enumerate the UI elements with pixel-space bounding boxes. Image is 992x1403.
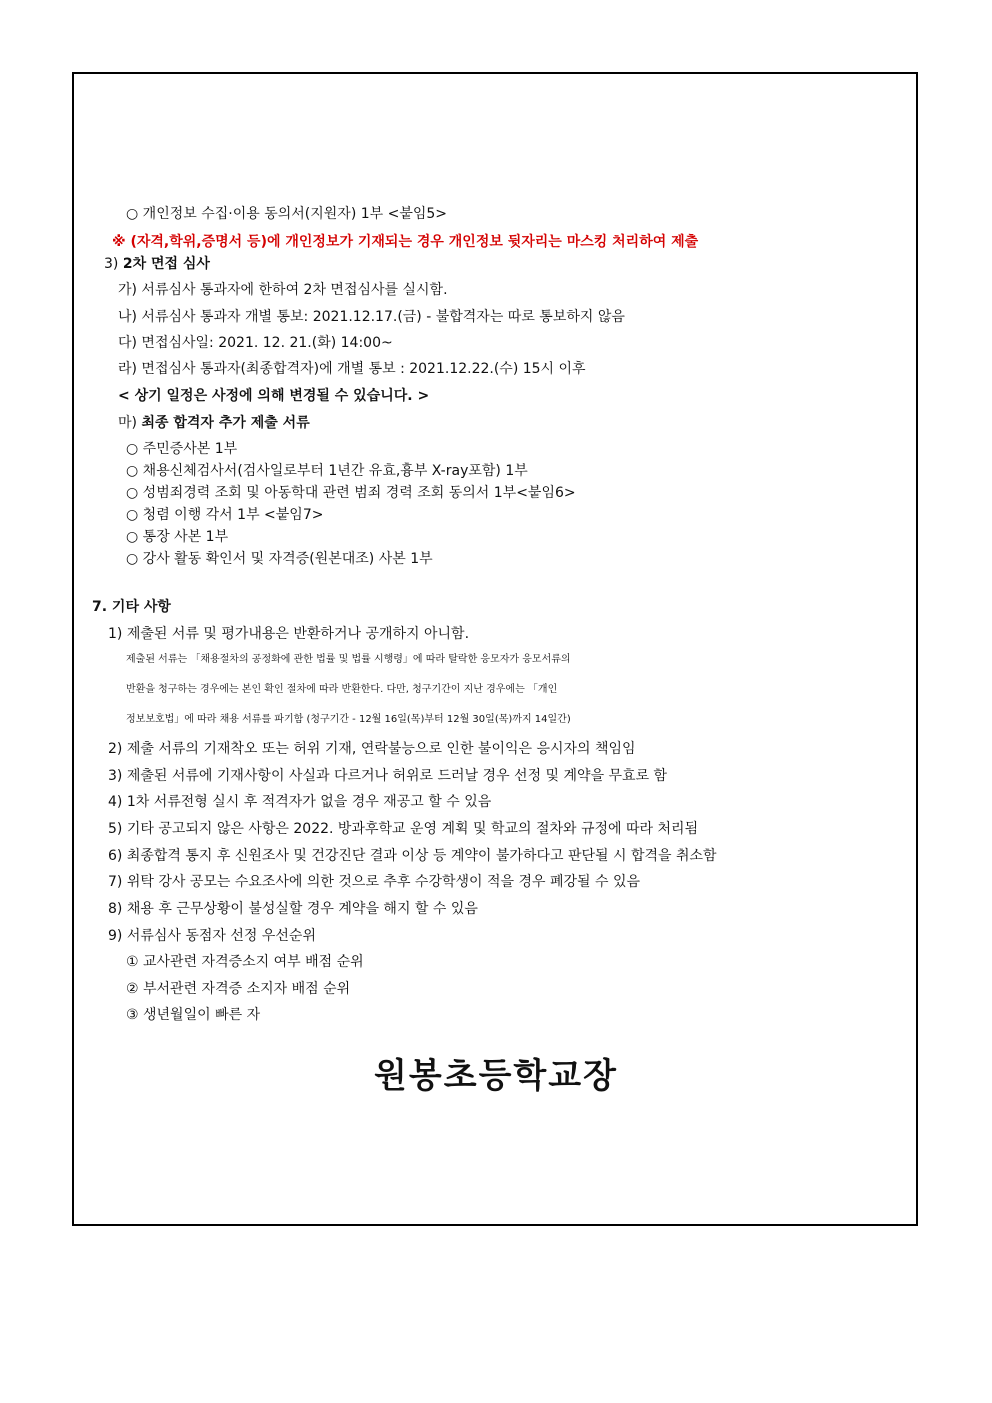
school-principal-signature: 원봉초등학교장 xyxy=(374,1056,618,1096)
section-3-number: 3) xyxy=(104,256,119,272)
final-doc-item: ○ 주민증사본 1부 xyxy=(126,441,238,457)
section-7-item: 4) 1차 서류전형 실시 후 적격자가 없을 경우 재공고 할 수 있음 xyxy=(108,794,492,810)
schedule-change-note: < 상기 일정은 사정에 의해 변경될 수 있습니다. > xyxy=(118,388,430,404)
final-doc-item: ○ 강사 활동 확인서 및 자격증(원본대조) 사본 1부 xyxy=(126,551,433,567)
section-3-item-ma-prefix: 마) xyxy=(118,415,137,431)
section-7-item: 6) 최종합격 통지 후 신원조사 및 건강진단 결과 이상 등 계약이 불가하다고 판단될 시 합격을 취소함 xyxy=(108,848,717,864)
section-7-item-1-detail: 제출된 서류는 「채용절차의 공정화에 관한 법률 및 법률 시행령」에 따라 탈락한 응모자가 응모서류의 xyxy=(126,654,571,665)
section-3-item-ma xyxy=(118,413,310,433)
section-3-heading xyxy=(104,254,210,274)
final-doc-item: ○ 통장 사본 1부 xyxy=(126,529,229,545)
section-7-item: 7) 위탁 강사 공모는 수요조사에 의한 것으로 추후 수강학생이 적을 경우 폐강될 수 있음 xyxy=(108,874,641,890)
section-3-item-ga: 가) 서류심사 통과자에 한하여 2차 면접심사를 실시함. xyxy=(118,282,448,298)
section-3-item-da: 다) 면접심사일: 2021. 12. 21.(화) 14:00~ xyxy=(118,335,393,351)
section-7-item-1-detail: 반환을 청구하는 경우에는 본인 확인 절차에 따라 반환한다. 다만, 청구기간이 지난 경우에는 「개인 xyxy=(126,684,558,695)
final-doc-item: ○ 채용신체검사서(검사일로부터 1년간 유효,흉부 X-ray포함) 1부 xyxy=(126,463,528,479)
section-3-item-na: 나) 서류심사 통과자 개별 통보: 2021.12.17.(금) - 불합격자는 따로 통보하지 않음 xyxy=(118,309,625,325)
section-3-item-ra: 라) 면접심사 통과자(최종합격자)에 개별 통보 : 2021.12.22.(수) 15시 이후 xyxy=(118,361,586,377)
section-7-item: 3) 제출된 서류에 기재사항이 사실과 다르거나 허위로 드러날 경우 선정 및 계약을 무효로 함 xyxy=(108,768,668,784)
priority-item: ② 부서관련 자격증 소지자 배점 순위 xyxy=(126,981,351,997)
section-7-item: 5) 기타 공고되지 않은 사항은 2022. 방과후학교 운영 계획 및 학교의 절차와 규정에 따라 처리됨 xyxy=(108,821,699,837)
section-7-item-1-detail: 정보보호법」에 따라 채용 서류를 파기함 (청구기간 - 12월 16일(목)부터 12월 30일(목)까지 14일간) xyxy=(126,714,571,725)
masking-warning: ※ (자격,학위,증명서 등)에 개인정보가 기재되는 경우 개인정보 뒷자리는 마스킹 처리하여 제출 xyxy=(112,234,699,250)
section-7-title: 7. 기타 사항 xyxy=(92,599,171,615)
section-7-item-1: 1) 제출된 서류 및 평가내용은 반환하거나 공개하지 아니함. xyxy=(108,626,470,642)
section-7-item: 2) 제출 서류의 기재착오 또는 허위 기재, 연락불능으로 인한 불이익은 응시자의 책임임 xyxy=(108,741,636,757)
final-doc-item: ○ 청렴 이행 각서 1부 <붙임7> xyxy=(126,507,324,523)
section-3-title: 2차 면접 심사 xyxy=(122,256,210,272)
consent-form-item: ○ 개인정보 수집·이용 동의서(지원자) 1부 <붙임5> xyxy=(126,206,448,222)
section-7-item: 9) 서류심사 동점자 선정 우선순위 xyxy=(108,928,316,944)
section-7-item: 8) 채용 후 근무상황이 불성실할 경우 계약을 해지 할 수 있음 xyxy=(108,901,478,917)
priority-item: ① 교사관련 자격증소지 여부 배점 순위 xyxy=(126,954,364,970)
priority-item: ③ 생년월일이 빠른 자 xyxy=(126,1007,261,1023)
section-3-item-ma-title: 최종 합격자 추가 제출 서류 xyxy=(141,415,310,431)
final-doc-item: ○ 성범죄경력 조회 및 아동학대 관련 범죄 경력 조회 동의서 1부<붙임6> xyxy=(126,485,576,501)
